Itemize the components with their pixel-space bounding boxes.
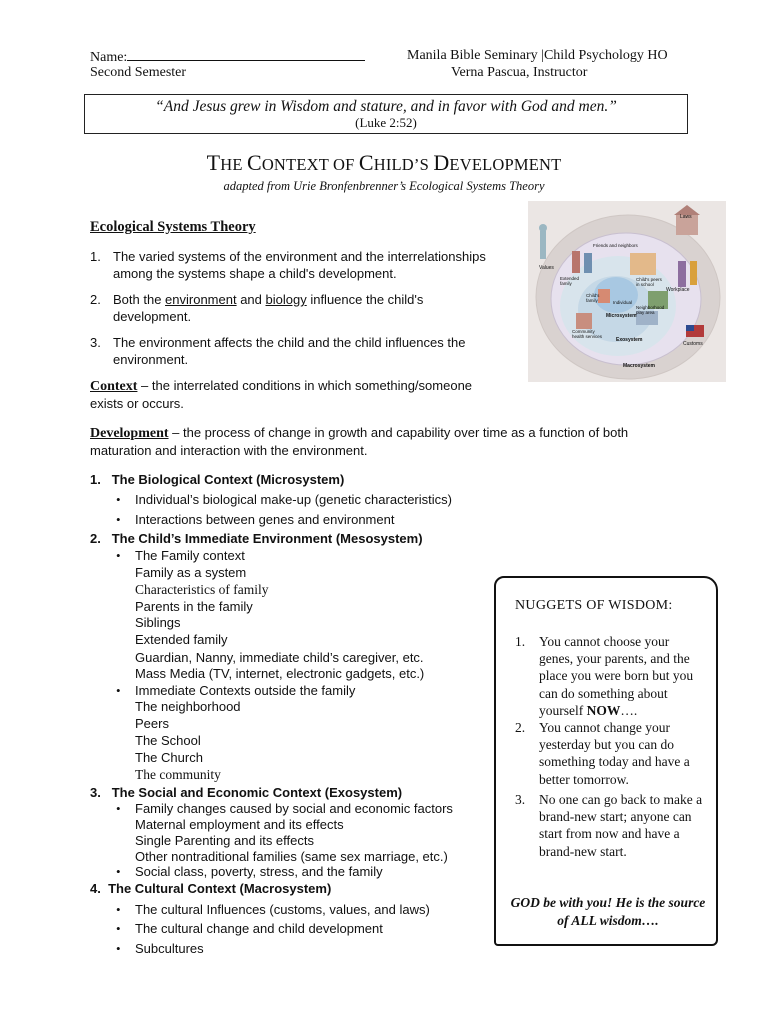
- outline-sub-item: Single Parenting and its effects: [135, 833, 314, 848]
- outline-sub-item: Siblings: [135, 615, 181, 630]
- outline-bullet: Immediate Contexts outside the family: [135, 683, 356, 698]
- title-part: D: [433, 150, 450, 175]
- scripture-reference: (Luke 2:52): [355, 115, 417, 130]
- section-heading-theory: Ecological Systems Theory: [90, 219, 256, 235]
- bullet-icon: •: [116, 683, 121, 698]
- section-number: 4.: [90, 881, 101, 896]
- outline-section-4: [90, 881, 331, 896]
- diagram-label-community: Community health services: [572, 329, 603, 339]
- outline-sub-item: Peers: [135, 716, 169, 731]
- name-field: [90, 48, 365, 66]
- page-subtitle: adapted from Urie Bronfenbrenner’s Ecological Systems Theory: [223, 179, 545, 193]
- bullet-icon: •: [116, 902, 121, 917]
- nuggets-title: NUGGETS OF WISDOM:: [515, 598, 673, 613]
- section-title: The Cultural Context (Macrosystem): [108, 881, 332, 896]
- text-fragment: influence the child's: [306, 292, 424, 307]
- bullet-icon: •: [116, 941, 121, 956]
- theory-item-number: 3.: [90, 335, 101, 350]
- nugget-number: 2.: [515, 720, 526, 735]
- outline-sub-item: Maternal employment and its effects: [135, 817, 344, 832]
- underlined-term: environment: [165, 292, 237, 307]
- development-definition-text: – the process of change in growth and capability over time as a function of both: [168, 425, 629, 440]
- bullet-icon: •: [116, 864, 121, 879]
- outline-sub-item: Extended family: [135, 632, 228, 647]
- diagram-label-workplace: Workplace: [666, 287, 690, 293]
- nugget-number: 3.: [515, 792, 526, 807]
- title-part: HILD’S: [373, 155, 434, 174]
- diagram-label-microsystem: Microsystem: [606, 313, 637, 319]
- section-title: The Social and Economic Context (Exosystem): [111, 785, 403, 800]
- context-definition-line2: exists or occurs.: [90, 396, 184, 411]
- title-part: C: [246, 150, 262, 175]
- diagram-label-friends: Friends and neighbors: [593, 243, 638, 248]
- theory-item-1-line2: among the systems shape a child's development.: [113, 266, 397, 281]
- theory-item-number: 1.: [90, 249, 101, 264]
- title-part: T: [206, 150, 221, 175]
- outline-sub-item: The neighborhood: [135, 699, 241, 714]
- theory-item-number: 2.: [90, 292, 101, 307]
- nugget-item: [515, 791, 705, 860]
- nuggets-of-wisdom-box: [494, 576, 718, 946]
- section-title: The Biological Context (Microsystem): [111, 472, 345, 487]
- text-fragment: Both the: [113, 292, 166, 307]
- outline-bullet: Social class, poverty, stress, and the family: [135, 864, 383, 879]
- outline-sub-item: The community: [135, 767, 221, 782]
- bullet-icon: •: [116, 801, 121, 816]
- text-fragment: ….: [620, 702, 638, 718]
- diagram-label-macrosystem: Macrosystem: [623, 363, 655, 369]
- ecological-systems-diagram-image: [528, 201, 726, 382]
- bullet-icon: •: [116, 548, 121, 563]
- outline-bullet: The cultural Influences (customs, values, and laws): [135, 902, 430, 917]
- text-fragment: and: [236, 292, 266, 307]
- section-number: 3.: [90, 785, 101, 800]
- development-term: Development: [90, 426, 169, 441]
- section-title: The Child’s Immediate Environment (Mesosystem): [111, 531, 423, 546]
- title-part: ONTEXT OF: [261, 155, 359, 174]
- outline-bullet: Interactions between genes and environment: [135, 512, 395, 527]
- outline-sub-item: Guardian, Nanny, immediate child’s caregiver, etc.: [135, 650, 424, 665]
- nugget-item: [515, 719, 705, 788]
- outline-section-3: [90, 785, 402, 800]
- context-definition-text: – the interrelated conditions in which something/someone: [137, 378, 473, 393]
- nugget-item: [515, 633, 705, 719]
- text-fragment: You cannot choose your genes, your parents, and the place you were born but you can do something about yourself: [539, 634, 694, 718]
- outline-sub-item: Parents in the family: [135, 599, 253, 614]
- nugget-number: 1.: [515, 634, 526, 649]
- outline-sub-item: Characteristics of family: [135, 582, 269, 597]
- scripture-quote-box: [84, 94, 688, 134]
- theory-item-1-line1: The varied systems of the environment and the interrelationships: [113, 249, 486, 264]
- underlined-term: biology: [265, 292, 307, 307]
- diagram-label-values: Values: [539, 265, 554, 271]
- section-number: 1.: [90, 472, 101, 487]
- title-part: HE: [220, 155, 247, 174]
- theory-item-2-line1: [113, 291, 423, 308]
- outline-section-1: [90, 472, 344, 487]
- semester-label: Second Semester: [90, 65, 187, 80]
- theory-item-3-line1: The environment affects the child and the child influences the: [113, 335, 466, 350]
- outline-sub-item: The Church: [135, 750, 203, 765]
- diagram-label-exosystem: Exosystem: [616, 337, 643, 343]
- outline-bullet: The Family context: [135, 548, 245, 563]
- outline-sub-item: The School: [135, 733, 201, 748]
- page-title: [0, 150, 768, 176]
- nugget-text: [539, 633, 705, 719]
- outline-bullet: Subcultures: [135, 941, 204, 956]
- diagram-label-customs: Customs: [683, 341, 703, 347]
- theory-item-3-line2: environment.: [113, 352, 189, 367]
- name-label: Name:: [90, 50, 128, 65]
- diagram-label-child-peers: Child's peers in school: [636, 277, 662, 287]
- bullet-icon: •: [116, 492, 121, 507]
- emphasis: NOW: [586, 702, 621, 718]
- diagram-label-extended: Extended family: [560, 276, 580, 286]
- diagram-label-laws: Laws: [680, 214, 692, 220]
- diagram-label-family: Child's family: [586, 293, 600, 303]
- outline-sub-item: Other nontraditional families (same sex marriage, etc.): [135, 849, 448, 864]
- nugget-text: You cannot change your yesterday but you can do something today and have a better tomorrow.: [539, 720, 690, 787]
- name-blank-line: [127, 48, 365, 61]
- scripture-quote: “And Jesus grew in Wisdom and stature, and in favor with God and men.”: [155, 98, 617, 115]
- section-number: 2.: [90, 531, 101, 546]
- theory-item-2-line2: development.: [113, 309, 192, 324]
- diagram-label-neighborhood: Neighborhood play area: [636, 305, 665, 315]
- title-part: EVELOPMENT: [449, 155, 562, 174]
- nuggets-closing: GOD be with you! He is the source of ALL wisdom….: [510, 895, 706, 928]
- outline-sub-item: Family as a system: [135, 565, 247, 580]
- nugget-text: No one can go back to make a brand-new start; anyone can start from now and have a brand-new start.: [539, 792, 703, 859]
- bullet-icon: •: [116, 921, 121, 936]
- bullet-icon: •: [116, 512, 121, 527]
- outline-bullet: Individual’s biological make-up (genetic characteristics): [135, 492, 452, 507]
- outline-section-2: [90, 531, 423, 546]
- context-definition-line1: [90, 377, 472, 395]
- outline-bullet: The cultural change and child development: [135, 921, 383, 936]
- context-term: Context: [90, 379, 138, 394]
- title-part: C: [358, 150, 374, 175]
- course-label: Manila Bible Seminary |Child Psychology HO: [407, 48, 668, 63]
- diagram-label-individual: Individual: [613, 300, 633, 305]
- outline-sub-item: Mass Media (TV, internet, electronic gadgets, etc.): [135, 666, 425, 681]
- development-definition-line2: maturation and interaction with the environment.: [90, 443, 368, 458]
- outline-bullet: Family changes caused by social and economic factors: [135, 801, 453, 816]
- development-definition-line1: [90, 424, 628, 442]
- instructor-label: Verna Pascua, Instructor: [451, 65, 588, 80]
